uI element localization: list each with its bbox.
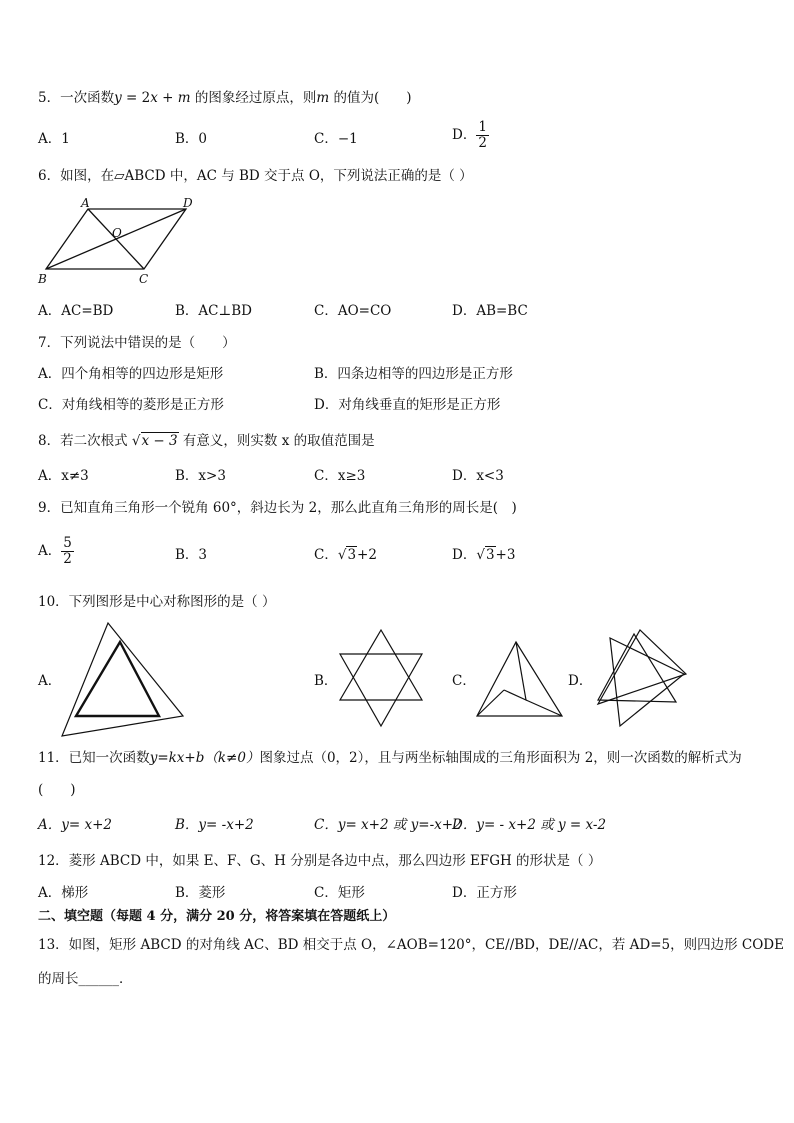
q5-option-c[interactable]: C．−1	[314, 131, 358, 147]
label-c: C	[139, 272, 149, 286]
q7-option-c[interactable]: C．对角线相等的菱形是正方形	[38, 397, 224, 413]
question-7: 7．下列说法中错误的是（ ）	[38, 335, 236, 351]
label-o: O	[112, 226, 122, 240]
q5-option-d[interactable]	[452, 120, 489, 151]
label-b: B	[38, 272, 47, 286]
q5-middle: 的图象经过原点，则	[190, 90, 317, 106]
question-5	[38, 89, 412, 107]
q9-option-a-fraction	[61, 536, 74, 567]
q9-option-b[interactable]: B．3	[175, 547, 208, 563]
radicand: 3	[347, 547, 357, 563]
q9-option-d-label: D．	[452, 547, 477, 563]
fraction-numerator: 5	[63, 535, 72, 551]
fraction-numerator: 1	[478, 119, 487, 135]
section-2-title: 二、填空题（每题 4 分，满分 20 分，将答案填在答题纸上）	[38, 909, 396, 924]
figure-b-up-triangle	[340, 630, 422, 700]
q10-figure-a	[58, 620, 188, 740]
q9-option-c-radical	[338, 546, 357, 564]
q10-figure-c	[474, 640, 566, 720]
q8-option-a[interactable]: A．x≠3	[38, 468, 89, 484]
q11-option-a[interactable]: A．y= x+2	[38, 817, 112, 833]
q9-option-c[interactable]	[314, 546, 377, 564]
label-a: A	[81, 196, 90, 210]
q5-eq-plus: +	[157, 90, 178, 106]
q5-prefix: 一次函数	[60, 90, 115, 106]
figure-d-triangle-2	[610, 638, 684, 726]
figure-d-triangle-1	[598, 630, 686, 704]
q5-suffix: 的值为( )	[329, 90, 412, 106]
q12-option-b[interactable]: B．菱形	[175, 885, 226, 901]
q7-option-a[interactable]: A．四个角相等的四边形是矩形	[38, 366, 224, 382]
q8-option-b[interactable]: B．x>3	[175, 468, 226, 484]
q5-number: 5．	[38, 90, 61, 106]
q10-option-d-label[interactable]: D．	[568, 673, 593, 689]
q11-condition: （k≠0）	[204, 750, 260, 766]
q11-option-d[interactable]: D．y= - x+2 或 y = x-2	[452, 817, 607, 833]
question-13-line-1: 13．如图，矩形 ABCD 的对角线 AC、BD 相交于点 O，∠AOB=120°，CE//BD，DE//AC，若 AD=5，则四边形 CODE	[38, 937, 784, 953]
q6-option-a[interactable]: A．AC=BD	[38, 303, 114, 319]
q8-suffix: 有意义，则实数 x 的取值范围是	[182, 433, 375, 449]
q7-option-b[interactable]: B．四条边相等的四边形是正方形	[314, 366, 513, 382]
q6-option-b[interactable]: B．AC⊥BD	[175, 303, 252, 319]
q9-option-d[interactable]	[452, 546, 515, 564]
q9-option-c-tail: +2	[357, 547, 377, 563]
q12-option-a[interactable]: A．梯形	[38, 885, 89, 901]
q11-prefix: 11．已知一次函数	[38, 750, 150, 766]
question-12: 12．菱形 ABCD 中，如果 E、F、G、H 分别是各边中点，那么四边形 EFGH 的形状是（ ）	[38, 853, 602, 869]
question-10: 10．下列图形是中心对称图形的是（ ）	[38, 594, 276, 610]
q11-option-b[interactable]: B．y= -x+2	[175, 817, 254, 833]
q5-eq-y: y	[114, 90, 122, 106]
q10-figure-d	[590, 628, 694, 732]
q6-option-d[interactable]: D．AB=BC	[452, 303, 528, 319]
figure-a-bold-triangle	[76, 642, 159, 716]
q6-option-c[interactable]: C．AO=CO	[314, 303, 392, 319]
q8-option-d[interactable]: D．x<3	[452, 468, 504, 484]
question-11	[38, 749, 742, 767]
q8-radical	[132, 432, 179, 450]
q11-function: y=kx+b	[149, 750, 205, 766]
radical-sign: √	[131, 433, 141, 449]
q10-option-c-label[interactable]: C．	[452, 673, 476, 689]
figure-c-inner-line-1	[504, 642, 526, 700]
question-6: 6．如图，在▱ABCD 中，AC 与 BD 交于点 O，下列说法正确的是（ ）	[38, 168, 473, 184]
q10-option-a-label[interactable]: A．	[38, 673, 62, 689]
q12-option-d[interactable]: D．正方形	[452, 885, 517, 901]
radical-sign: √	[476, 547, 485, 563]
q9-option-a-label: A．	[38, 543, 62, 559]
q9-option-c-label: C．	[314, 547, 338, 563]
q9-option-d-tail: +3	[495, 547, 516, 563]
parallelogram-figure	[36, 195, 206, 287]
q10-figure-b	[334, 628, 434, 728]
q12-option-c[interactable]: C．矩形	[314, 885, 365, 901]
q7-option-d[interactable]: D．对角线垂直的矩形是正方形	[314, 397, 501, 413]
q8-prefix: 8．若二次根式	[38, 433, 128, 449]
q9-option-d-radical	[476, 546, 495, 564]
radicand: 3	[485, 547, 495, 563]
q5-option-d-fraction	[476, 120, 489, 151]
q5-eq-m: m	[177, 90, 191, 106]
q8-radicand: x − 3	[141, 433, 178, 449]
q5-eq-equals: = 2	[121, 90, 151, 106]
question-13-line-2: 的周长______．	[38, 971, 133, 987]
fraction-denominator: 2	[478, 135, 487, 151]
q5-option-a[interactable]: A．1	[38, 131, 70, 147]
fraction-denominator: 2	[63, 551, 72, 567]
figure-c-inner-line-3	[477, 690, 504, 716]
label-d: D	[183, 196, 193, 210]
q8-option-c[interactable]: C．x≥3	[314, 468, 366, 484]
q5-option-d-label: D．	[452, 127, 477, 143]
question-9: 9．已知直角三角形一个锐角 60°，斜边长为 2，那么此直角三角形的周长是( )	[38, 500, 517, 516]
q9-option-a[interactable]	[38, 536, 74, 567]
figure-b-down-triangle	[340, 654, 422, 726]
q5-option-b[interactable]: B．0	[175, 131, 208, 147]
q11-answer-paren: ( )	[38, 782, 76, 798]
radical-sign: √	[337, 547, 347, 563]
q5-m: m	[316, 90, 330, 106]
q5-eq-x: x	[150, 90, 158, 106]
figure-a-large-triangle	[62, 623, 183, 736]
figure-d-triangle-3	[598, 634, 676, 702]
q10-option-b-label[interactable]: B．	[314, 673, 338, 689]
figure-c-outer-triangle	[477, 642, 562, 716]
q11-suffix: 图象过点（0，2），且与两坐标轴围成的三角形面积为 2，则一次函数的解析式为	[259, 750, 742, 766]
question-8	[38, 432, 375, 450]
q11-option-c[interactable]: C．y= x+2 或 y=-x+2	[314, 817, 462, 833]
